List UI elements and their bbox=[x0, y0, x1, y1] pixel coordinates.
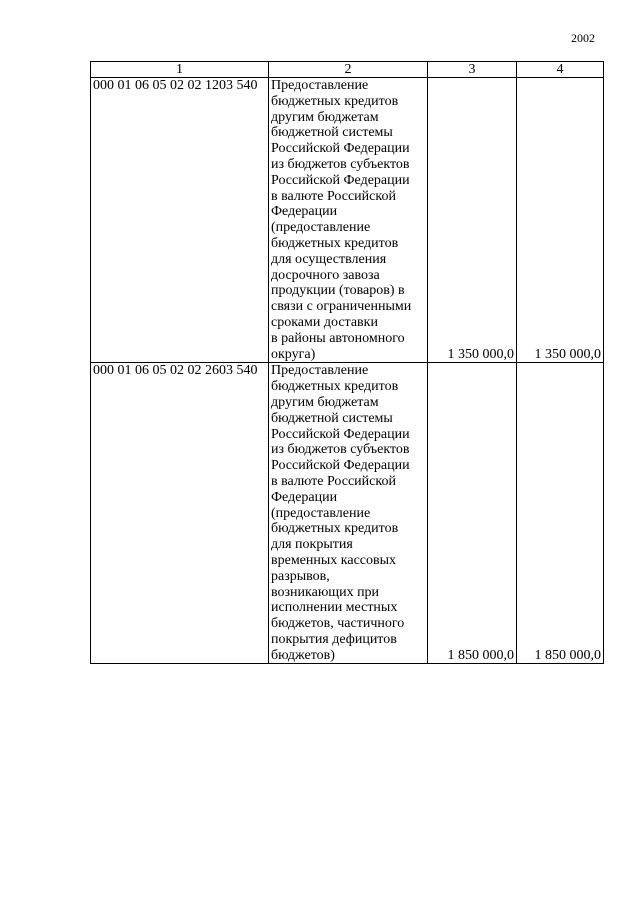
description-line: исполнении местных bbox=[271, 600, 398, 616]
description-line: округа) bbox=[271, 346, 316, 362]
description-line: Российской Федерации bbox=[271, 458, 410, 474]
description-line: Предоставление bbox=[271, 78, 369, 93]
budget-table bbox=[90, 61, 604, 664]
description-line: Российской Федерации bbox=[271, 141, 410, 157]
budget-code-cell: 000 01 06 05 02 02 2603 540 bbox=[91, 363, 269, 664]
description-line: бюджетных кредитов bbox=[271, 235, 399, 251]
description-line: продукции (товаров) в bbox=[271, 283, 405, 299]
description-line: Предоставление bbox=[271, 363, 369, 379]
description-line: бюджетной системы bbox=[271, 410, 393, 426]
page-number: 2002 bbox=[571, 31, 595, 45]
description-line: Российской Федерации bbox=[271, 172, 410, 188]
description-line: бюджетов, частичного bbox=[271, 616, 405, 632]
table-header-row bbox=[91, 62, 604, 78]
amount-col3-cell: 1 350 000,0 bbox=[428, 78, 517, 363]
column-header-1: 1 bbox=[91, 62, 269, 78]
description-line: разрывов, bbox=[271, 568, 330, 584]
description-line: для покрытия bbox=[271, 537, 353, 553]
description-line: (предоставление bbox=[271, 220, 371, 236]
description-line: бюджетных кредитов bbox=[271, 379, 399, 395]
description-line: бюджетных кредитов bbox=[271, 93, 399, 109]
description-line: в валюте Российской bbox=[271, 188, 396, 204]
description-line: бюджетных кредитов bbox=[271, 521, 399, 537]
description-cell bbox=[269, 363, 428, 664]
column-header-4: 4 bbox=[517, 62, 604, 78]
description-line: в валюте Российской bbox=[271, 473, 396, 489]
description-line: бюджетов) bbox=[271, 647, 335, 663]
description-line: связи с ограниченными bbox=[271, 299, 412, 315]
column-header-2: 2 bbox=[269, 62, 428, 78]
description-line: в районы автономного bbox=[271, 330, 405, 346]
description-line: досрочного завоза bbox=[271, 267, 380, 283]
description-line: бюджетной системы bbox=[271, 125, 393, 141]
description-line: временных кассовых bbox=[271, 552, 397, 568]
description-line: из бюджетов субъектов bbox=[271, 156, 410, 172]
amount-col3-cell: 1 850 000,0 bbox=[428, 363, 517, 664]
description-line: покрытия дефицитов bbox=[271, 631, 397, 647]
table-row bbox=[91, 363, 604, 664]
column-header-3: 3 bbox=[428, 62, 517, 78]
budget-code-cell: 000 01 06 05 02 02 1203 540 bbox=[91, 78, 269, 363]
description-line: Федерации bbox=[271, 489, 338, 505]
amount-col4-cell: 1 850 000,0 bbox=[517, 363, 604, 664]
description-line: Российской Федерации bbox=[271, 426, 410, 442]
description-line: другим бюджетам bbox=[271, 394, 379, 410]
description-line: сроками доставки bbox=[271, 314, 378, 330]
description-line: другим бюджетам bbox=[271, 109, 379, 125]
description-line: для осуществления bbox=[271, 251, 387, 267]
description-line: Федерации bbox=[271, 204, 338, 220]
table-row bbox=[91, 78, 604, 363]
description-line: из бюджетов субъектов bbox=[271, 442, 410, 458]
description-line: возникающих при bbox=[271, 584, 380, 600]
description-cell bbox=[269, 78, 428, 363]
description-line: (предоставление bbox=[271, 505, 371, 521]
amount-col4-cell: 1 350 000,0 bbox=[517, 78, 604, 363]
